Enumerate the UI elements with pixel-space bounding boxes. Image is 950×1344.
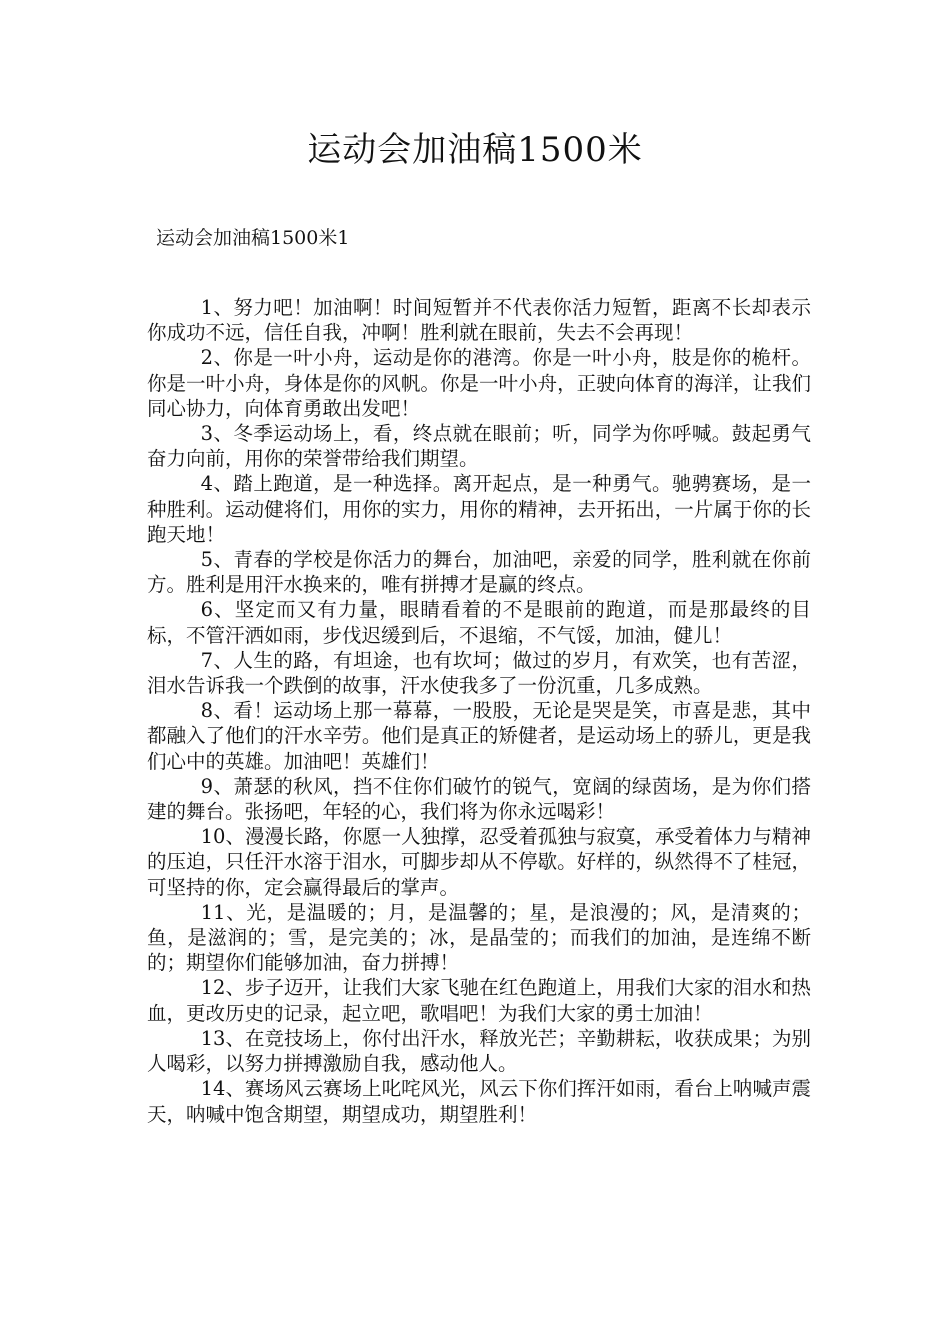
document-title: 运动会加油稿1500米: [307, 130, 643, 170]
paragraph-4: 4、踏上跑道，是一种选择。离开起点，是一种勇气。驰骋赛场，是一种胜利。运动健将们，用你的实力，用你的精神，去开拓出，一片属于你的长跑天地！: [147, 472, 811, 546]
paragraph-14: 14、赛场风云赛场上叱咤风光，风云下你们挥汗如雨，看台上呐喊声震天，呐喊中饱含期望，期望成功，期望胜利！: [147, 1077, 811, 1126]
paragraph-5: 5、青春的学校是你活力的舞台，加油吧，亲爱的同学，胜利就在你前方。胜利是用汗水换来的，唯有拼搏才是赢的终点。: [147, 548, 811, 597]
document-subtitle: 运动会加油稿1500米1: [156, 227, 350, 249]
paragraph-13: 13、在竞技场上，你付出汗水，释放光芒；辛勤耕耘，收获成果；为别人喝彩，以努力拼搏激励自我，感动他人。: [147, 1026, 811, 1076]
paragraph-1: 1、努力吧！加油啊！时间短暂并不代表你活力短暂，距离不长却表示你成功不远，信任自我，冲啊！胜利就在眼前，失去不会再现！: [147, 296, 811, 345]
paragraph-10: 10、漫漫长路，你愿一人独撑，忍受着孤独与寂寞，承受着体力与精神的压迫，只任汗水溶于泪水，可脚步却从不停歇。好样的，纵然得不了桂冠，可坚持的你，定会赢得最后的掌声。: [147, 825, 811, 899]
paragraph-3: 3、冬季运动场上，看，终点就在眼前；听，同学为你呼喊。鼓起勇气奋力向前，用你的荣誉带给我们期望。: [147, 422, 811, 471]
paragraph-12: 12、步子迈开，让我们大家飞驰在红色跑道上，用我们大家的泪水和热血，更改历史的记录，起立吧，歌唱吧！为我们大家的勇士加油！: [147, 976, 811, 1025]
paragraph-7: 7、人生的路，有坦途，也有坎坷；做过的岁月，有欢笑，也有苦涩，泪水告诉我一个跌倒的故事，汗水使我多了一份沉重，几多成熟。: [147, 648, 811, 698]
paragraph-2: 2、你是一叶小舟，运动是你的港湾。你是一叶小舟，肢是你的桅杆。你是一叶小舟，身体是你的风帆。你是一叶小舟，正驶向体育的海洋，让我们同心协力，向体育勇敢出发吧！: [147, 346, 811, 420]
document-body: [147, 295, 811, 1127]
paragraph-6: 6、坚定而又有力量，眼睛看着的不是眼前的跑道，而是那最终的目标，不管汗洒如雨，步伐迟缓到后，不退缩，不气馁，加油，健儿！: [147, 598, 811, 647]
paragraph-11: 11、光，是温暖的；月，是温馨的；星，是浪漫的；风，是清爽的；鱼，是滋润的；雪，是完美的；冰，是晶莹的；而我们的加油，是连绵不断的；期望你们能够加油，奋力拼搏！: [147, 900, 811, 975]
paragraph-8: 8、看！运动场上那一幕幕，一股股，无论是哭是笑，市喜是悲，其中都融入了他们的汗水辛劳。他们是真正的矫健者，是运动场上的骄儿，更是我们心中的英雄。加油吧！英雄们！: [147, 699, 811, 773]
paragraph-9: 9、萧瑟的秋风，挡不住你们破竹的锐气，宽阔的绿茵场，是为你们搭建的舞台。张扬吧，年轻的心，我们将为你永远喝彩！: [147, 774, 811, 824]
